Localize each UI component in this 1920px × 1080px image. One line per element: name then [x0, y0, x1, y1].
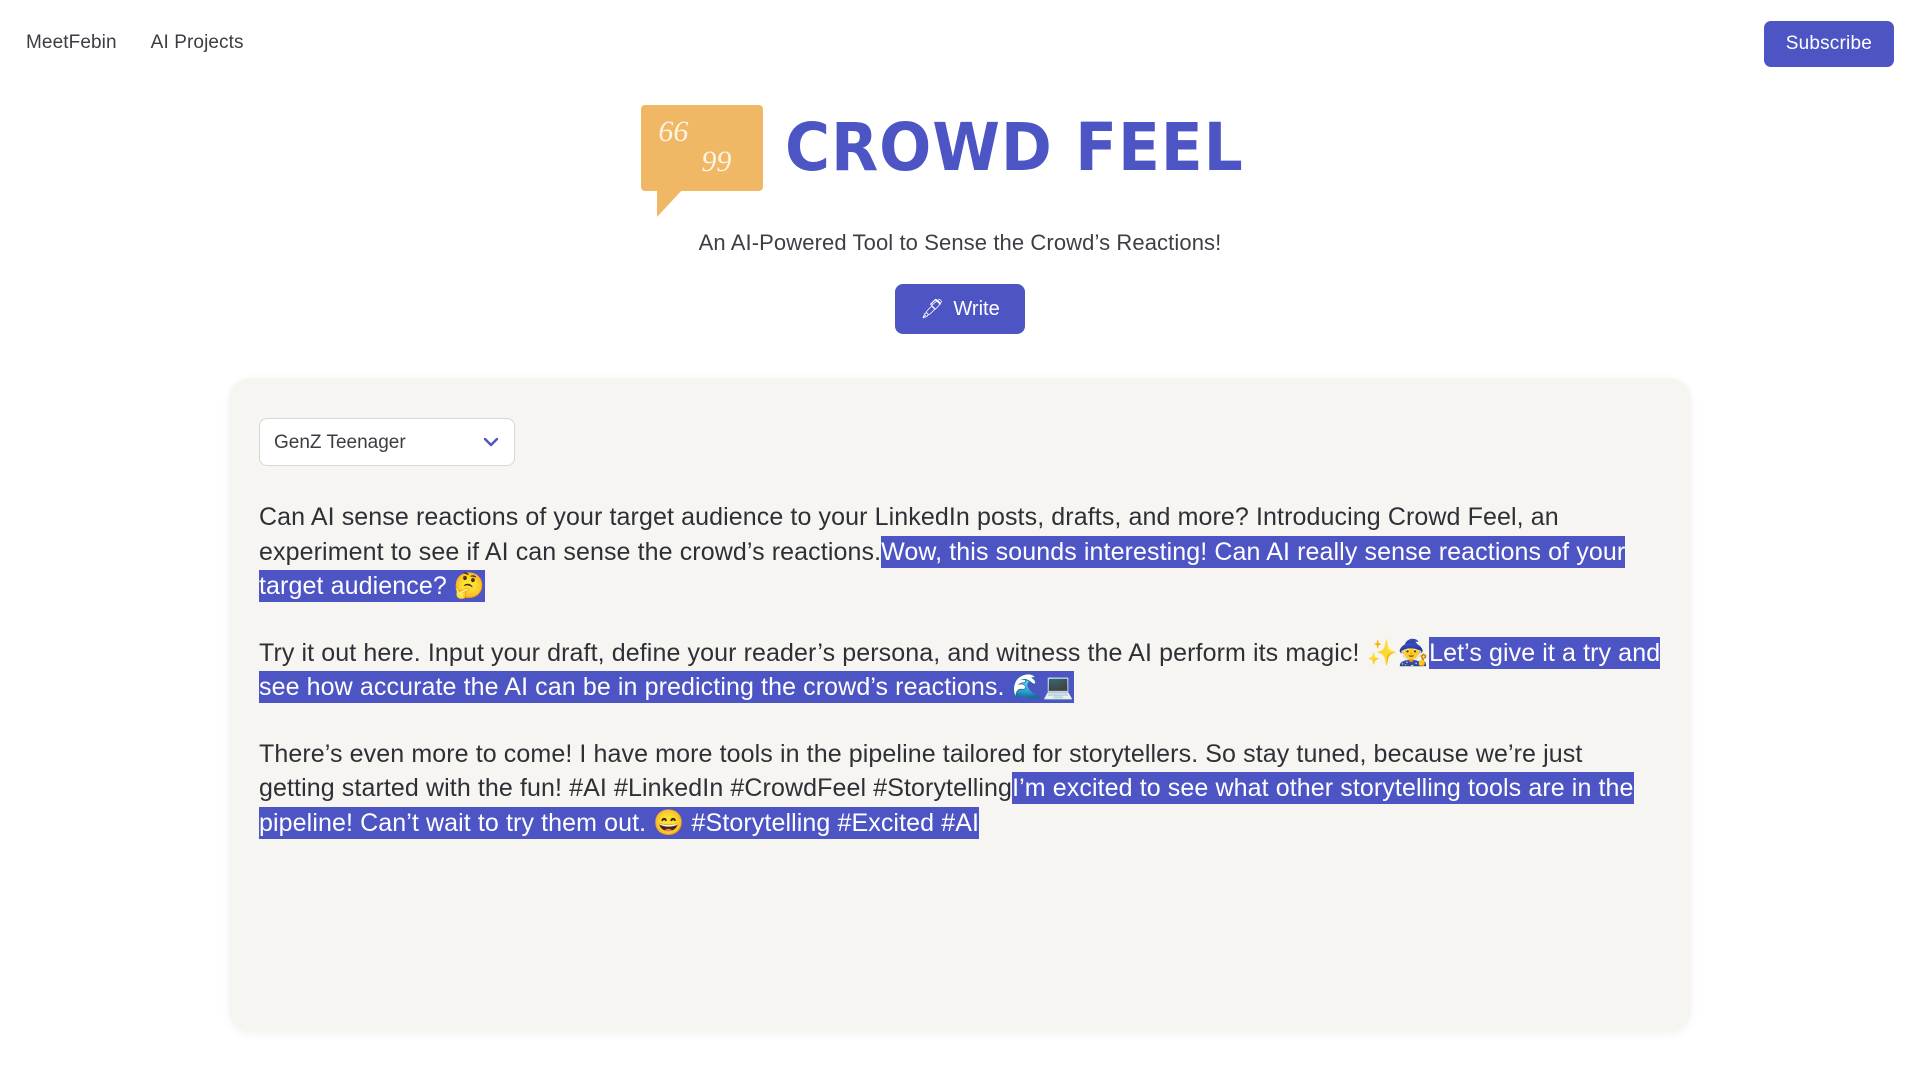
ai-reaction-highlight: I’m excited to see what other storytelling tools are in the pipeline! Can’t wait to try them out. 😄 #Storytelling #Excited #AI	[259, 774, 1634, 837]
quote-open-mark: 66	[658, 115, 689, 148]
post-paragraph	[259, 737, 1661, 841]
write-button[interactable]	[895, 284, 1024, 334]
paragraph-text: There’s even more to come! I have more tools in the pipeline tailored for storytellers. So stay tuned, because we’re just getting started with the fun! #AI #LinkedIn #CrowdFeel #Storytelling	[259, 739, 1583, 802]
top-navigation-bar	[0, 0, 1920, 86]
ai-reaction-highlight: Wow, this sounds interesting! Can AI really sense reactions of your target audience? 🤔	[259, 537, 1626, 600]
speech-bubble-quote-icon	[641, 105, 763, 191]
logo-row	[0, 92, 1920, 204]
nav-link-ai-projects[interactable]: AI Projects	[150, 32, 244, 53]
post-paragraph	[259, 500, 1661, 604]
nav-link-meetfebin[interactable]: MeetFebin	[26, 32, 117, 53]
write-button-label: Write	[953, 297, 1000, 320]
persona-select-wrapper	[259, 418, 515, 466]
post-editor-card	[229, 378, 1691, 1032]
post-content[interactable]	[259, 500, 1661, 840]
persona-select[interactable]	[259, 418, 515, 466]
nav-links	[26, 32, 244, 54]
quill-icon: 🖋	[920, 299, 945, 320]
hero-section	[0, 86, 1920, 334]
subscribe-button[interactable]: Subscribe	[1764, 21, 1894, 67]
page-tagline: An AI-Powered Tool to Sense the Crowd’s Reactions!	[698, 230, 1222, 255]
paragraph-text: Can AI sense reactions of your target audience to your LinkedIn posts, drafts, and more? Introducing Crowd Feel, an experiment to see if AI can sense the crowd’s reactions.	[259, 503, 1559, 566]
paragraph-text: Try it out here. Input your draft, define your reader’s persona, and witness the AI perform its magic! ✨🧙	[259, 638, 1430, 667]
page-title: CROWD FEEL	[785, 109, 1245, 186]
ai-reaction-highlight: Let’s give it a try and see how accurate the AI can be in predicting the crowd’s reactions. 🌊💻	[259, 638, 1661, 701]
quote-close-mark: 99	[701, 145, 732, 178]
post-paragraph	[259, 636, 1661, 705]
